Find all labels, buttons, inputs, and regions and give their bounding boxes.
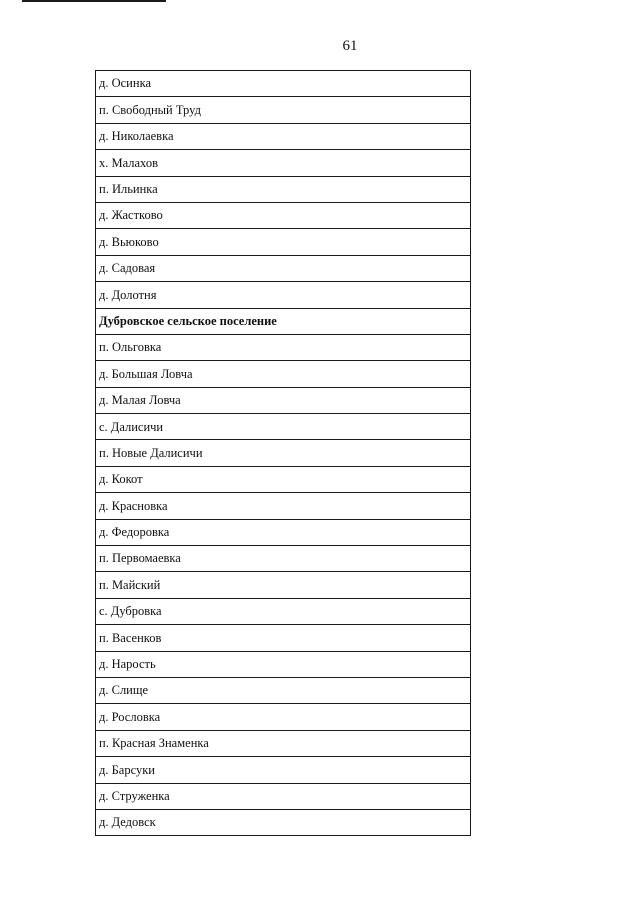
table-row xyxy=(96,625,471,651)
table-row xyxy=(96,361,471,387)
table-row xyxy=(96,598,471,624)
settlement-cell: д. Рословка xyxy=(96,704,471,730)
settlement-cell: д. Красновка xyxy=(96,493,471,519)
table-row xyxy=(96,387,471,413)
table-row xyxy=(96,493,471,519)
table-row xyxy=(96,677,471,703)
table-row xyxy=(96,414,471,440)
table-row xyxy=(96,176,471,202)
settlement-cell: д. Вьюково xyxy=(96,229,471,255)
settlement-cell: д. Малая Ловча xyxy=(96,387,471,413)
settlement-cell: д. Николаевка xyxy=(96,123,471,149)
table-body xyxy=(96,71,471,836)
top-rule xyxy=(22,0,166,2)
settlement-cell: д. Садовая xyxy=(96,255,471,281)
settlement-cell: п. Новые Далисичи xyxy=(96,440,471,466)
table-row xyxy=(96,123,471,149)
table-row xyxy=(96,704,471,730)
section-heading-row xyxy=(96,308,471,334)
settlement-cell: д. Струженка xyxy=(96,783,471,809)
table-row xyxy=(96,202,471,228)
settlement-cell: д. Большая Ловча xyxy=(96,361,471,387)
settlement-cell: х. Малахов xyxy=(96,150,471,176)
table-row xyxy=(96,519,471,545)
page-number: 61 xyxy=(342,38,358,54)
table-row xyxy=(96,334,471,360)
settlement-cell: д. Слище xyxy=(96,677,471,703)
table-row xyxy=(96,757,471,783)
settlement-cell: с. Далисичи xyxy=(96,414,471,440)
section-heading-cell: Дубровское сельское поселение xyxy=(96,308,471,334)
settlement-cell: п. Васенков xyxy=(96,625,471,651)
settlement-cell: д. Долотня xyxy=(96,282,471,308)
table-row xyxy=(96,255,471,281)
settlement-cell: п. Ольговка xyxy=(96,334,471,360)
table-row xyxy=(96,466,471,492)
settlement-cell: д. Жастково xyxy=(96,202,471,228)
settlement-cell: п. Красная Знаменка xyxy=(96,730,471,756)
settlement-table xyxy=(95,70,471,836)
settlement-cell: п. Майский xyxy=(96,572,471,598)
table-row xyxy=(96,71,471,97)
settlement-cell: с. Дубровка xyxy=(96,598,471,624)
table-row xyxy=(96,546,471,572)
settlement-cell: д. Нарость xyxy=(96,651,471,677)
table-row xyxy=(96,97,471,123)
table-row xyxy=(96,783,471,809)
settlement-cell: д. Барсуки xyxy=(96,757,471,783)
settlement-cell: д. Осинка xyxy=(96,71,471,97)
table-row xyxy=(96,282,471,308)
settlement-cell: п. Свободный Труд xyxy=(96,97,471,123)
table-row xyxy=(96,150,471,176)
settlement-cell: д. Кокот xyxy=(96,466,471,492)
settlement-cell: д. Федоровка xyxy=(96,519,471,545)
table-row xyxy=(96,572,471,598)
settlement-cell: п. Первомаевка xyxy=(96,546,471,572)
table-row xyxy=(96,229,471,255)
settlement-cell: п. Ильинка xyxy=(96,176,471,202)
table-row xyxy=(96,440,471,466)
table-row xyxy=(96,730,471,756)
table-row xyxy=(96,651,471,677)
table-row xyxy=(96,809,471,835)
settlement-cell: д. Дедовск xyxy=(96,809,471,835)
